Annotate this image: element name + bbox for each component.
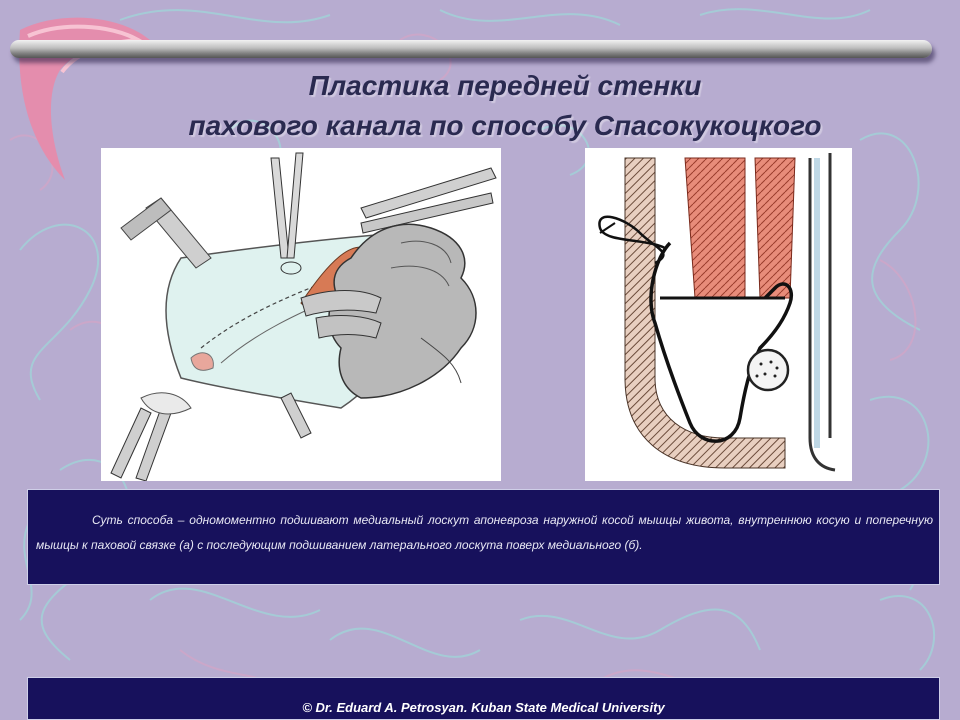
copyright-text: © Dr. Eduard A. Petrosyan. Kuban State Medical University — [302, 700, 665, 715]
description-text: Суть способа – одномоментно подшивают медиальный лоскут апоневроза наружной косой мышцы живота, внутреннюю косую и поперечную мышцы к паховой связке (а) с последующим подшиванием латерального лоскута поверх медиального (б). — [36, 513, 933, 552]
slide-title-line1: Пластика передней стенки — [308, 70, 702, 101]
description-box — [27, 489, 940, 585]
cross-section-diagram — [585, 148, 852, 481]
title-bar — [10, 40, 932, 58]
surgical-illustration — [101, 148, 501, 481]
footer-bar — [27, 677, 940, 720]
slide-title-line2: пахового канала по способу Спасокукоцкого — [188, 110, 822, 141]
